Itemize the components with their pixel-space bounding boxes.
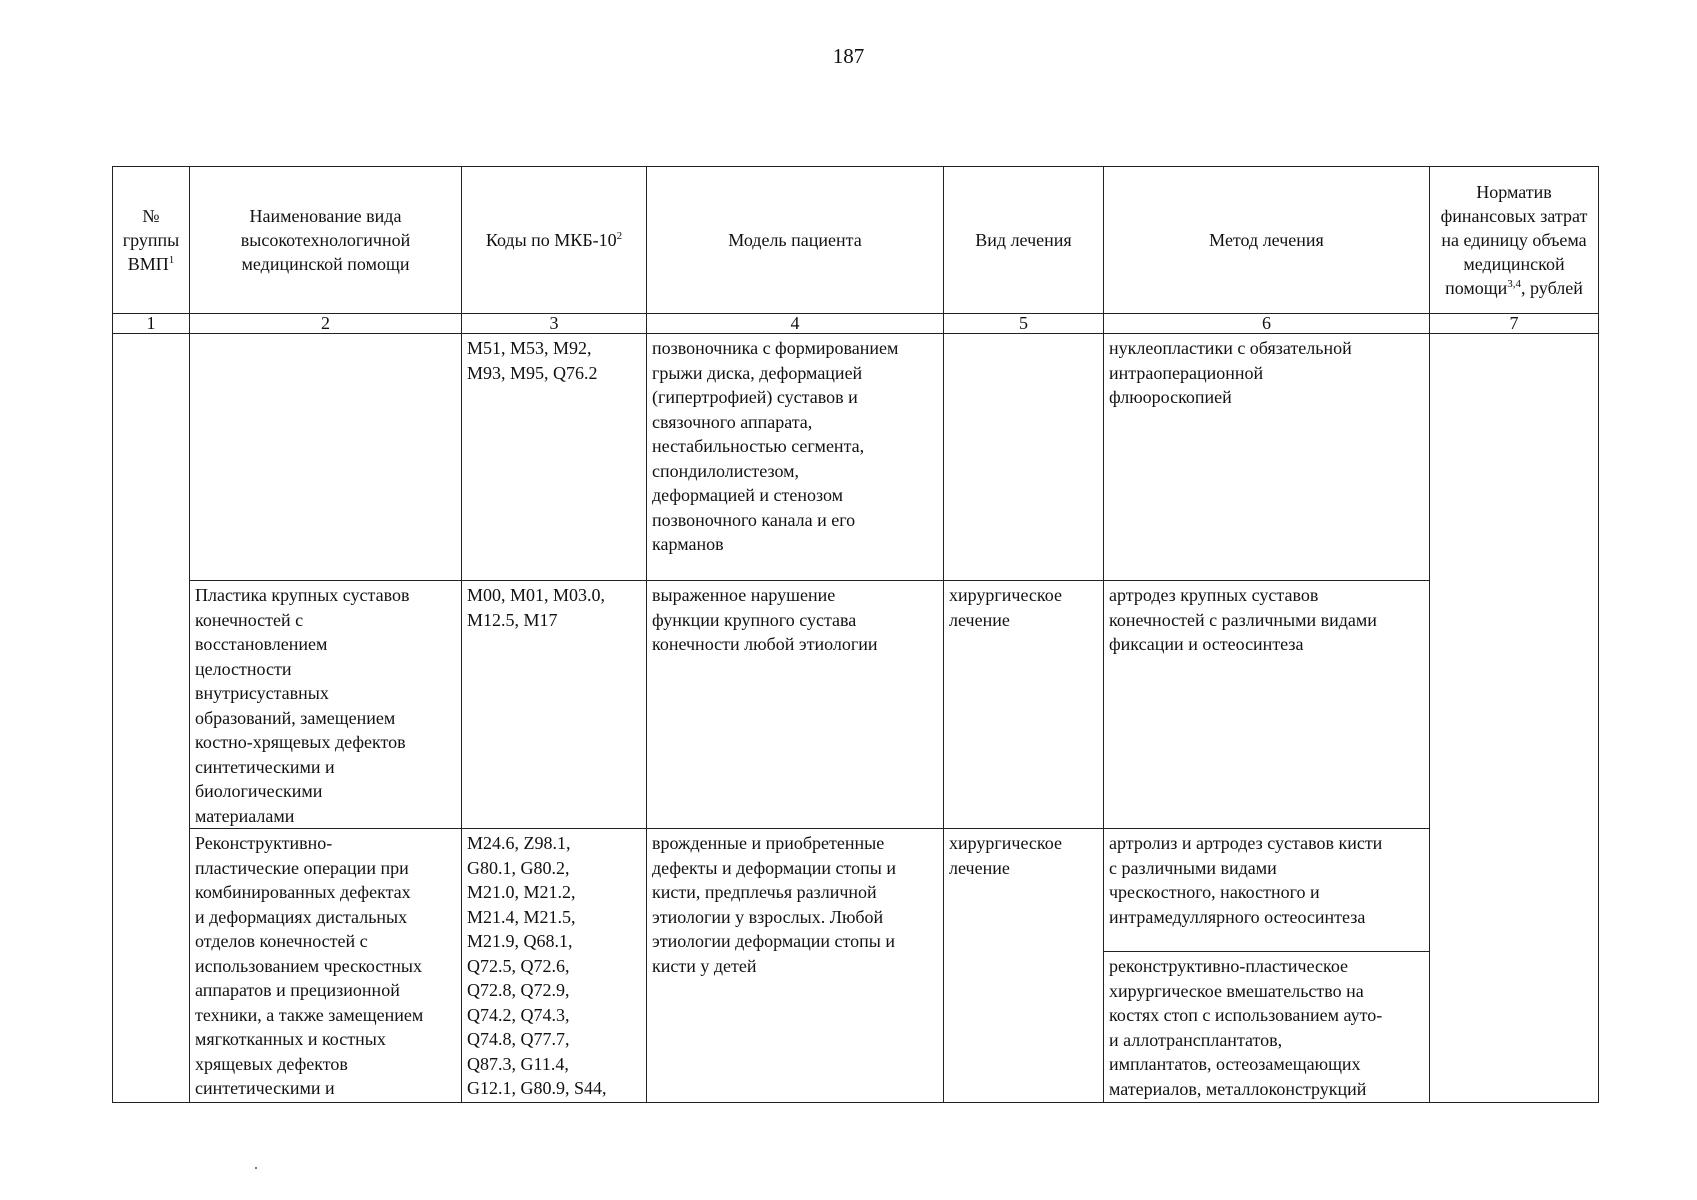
column-number: 7 [1430,314,1599,334]
column-number-row [113,314,1599,334]
header-care-type-name: Наименование вида высокотехнологичной медицинской помощи [190,167,462,314]
icd-codes-cell: M00, M01, M03.0, M12.5, M17 [462,581,647,829]
header-icd-codes: Коды по МКБ-$10^2$ [462,167,647,314]
icd-codes-cell: M24.6, Z98.1, G80.1, G80.2, M21.0, M21.2, M21.4, M21.5, M21.9, Q68.1, Q72.5, Q72.6, Q72.8, Q72.9, Q74.2, Q74.3, Q74.8, Q77.7, Q87.3, G11.4, G12.1, G80.9, S44, [462,829,647,1103]
icd-codes-cell: M51, M53, M92, M93, M95, Q76.2 [462,334,647,581]
column-number: 5 [944,314,1104,334]
header-treatment-method: Метод лечения [1104,167,1430,314]
column-number: 2 [190,314,462,334]
header-cost-standard: Норматив финансовых затрат на единицу объема медицинской помощи$^{3,4}$, рублей [1430,167,1599,314]
table-row [113,581,1599,829]
treatment-method-cell: реконструктивно-пластическое хирургическое вмешательство на костях стоп с использованием ауто- и аллотрансплантатов, имплантатов, остеозамещающих материалов, металлоконструкций [1104,952,1430,1103]
page-number: 187 [832,44,865,68]
care-type-name-cell: Реконструктивно- пластические операции при комбинированных дефектах и деформациях дистальных отделов конечностей с использованием чрескостных аппаратов и прецизионной техники, а также замещением мягкотканных и костных хрящевых дефектов синтетическими и [190,829,462,1103]
treatment-type-cell [944,334,1104,581]
patient-model-cell: врожденные и приобретенные дефекты и деформации стопы и кисти, предплечья различной этиологии у взрослых. Любой этиологии деформации стопы и кисти у детей [647,829,944,1103]
care-type-name-cell: Пластика крупных суставов конечностей с восстановлением целостности внутрисуставных образований, замещением костно-хрящевых дефектов синтетическими и биологическими материалами [190,581,462,829]
column-number: 1 [113,314,190,334]
patient-model-cell: выраженное нарушение функции крупного сустава конечности любой этиологии [647,581,944,829]
column-number: 4 [647,314,944,334]
header-group-number: № группы ВМП$^1$ [113,167,190,314]
scan-speck [255,1167,257,1169]
table-header-row [113,167,1599,314]
treatment-method-cell: артродез крупных суставов конечностей с различными видами фиксации и остеосинтеза [1104,581,1430,829]
treatment-method-cell: артролиз и артродез суставов кисти с различными видами чрескостного, накостного и интрамедуллярного остеосинтеза [1104,829,1430,952]
patient-model-cell: позвоночника с формированием грыжи диска, деформацией (гипертрофией) суставов и связочного аппарата, нестабильностью сегмента, спондилолистезом, деформацией и стенозом позвоночного канала и его карманов [647,334,944,581]
table-row [113,334,1599,581]
header-treatment-type: Вид лечения [944,167,1104,314]
table-row [113,829,1599,952]
column-number: 6 [1104,314,1430,334]
treatment-type-cell: хирургическое лечение [944,829,1104,1103]
treatment-type-cell: хирургическое лечение [944,581,1104,829]
treatment-method-cell: нуклеопластики с обязательной интраоперационной флюороскопией [1104,334,1430,581]
vmp-table [112,166,1599,1103]
cost-standard-cell [1430,334,1599,1103]
header-patient-model: Модель пациента [647,167,944,314]
group-number-cell [113,334,190,1103]
column-number: 3 [462,314,647,334]
care-type-name-cell [190,334,462,581]
